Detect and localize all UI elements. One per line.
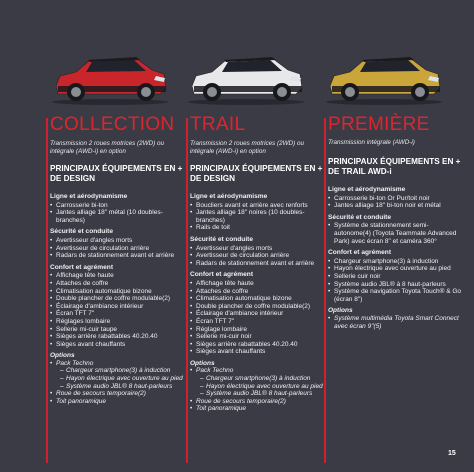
- section-title: Confort et agrément: [50, 263, 114, 271]
- list-item: • Système de navigation Toyota Touch® & Go (écran 8"): [328, 288, 464, 303]
- list-item: • Boucliers avant et arrière avec renforts: [190, 202, 326, 210]
- option-sub-item: – Chargeur smartphone(3) à induction: [50, 367, 186, 375]
- list-item: • Rails de toit: [190, 224, 326, 232]
- car-image: [322, 48, 446, 106]
- page-number: 15: [448, 450, 456, 457]
- trim-title: PREMIÈRE: [328, 114, 430, 135]
- options-title: Options: [328, 307, 353, 315]
- list-item: • Carrosserie bi-ton: [50, 202, 186, 210]
- list-item: • Écran TFT 7": [190, 318, 326, 326]
- list-item: • Jantes alliage 18" noires (10 doubles-branches): [190, 209, 326, 224]
- section-title: Sécurité et conduite: [190, 235, 254, 243]
- section-title: Sécurité et conduite: [328, 213, 392, 221]
- list-item: • Éclairage d'ambiance intérieur: [50, 303, 186, 311]
- equipment-heading: PRINCIPAUX ÉQUIPEMENTS EN + DE DESIGN: [50, 164, 183, 183]
- equipment-heading: PRINCIPAUX ÉQUIPEMENTS EN + DE DESIGN: [190, 164, 323, 183]
- list-item: • Affichage tête haute: [50, 272, 186, 280]
- section-title: Ligne et aérodynamisme: [328, 186, 406, 193]
- section-title: Confort et agrément: [190, 271, 254, 279]
- trim-title: COLLECTION: [50, 114, 175, 135]
- list-item: • Climatisation automatique bizone: [50, 288, 186, 296]
- equipment-list: [50, 193, 186, 405]
- section-title: Ligne et aérodynamisme: [50, 193, 128, 200]
- transmission-subtitle: Transmission 2 roues motrices (2WD) ou intégrale (AWD-i) en option: [50, 140, 164, 155]
- option-sub-item: – Système audio JBL® 8 haut-parleurs: [50, 383, 186, 391]
- list-item: • Radars de stationnement avant et arrière: [50, 252, 186, 260]
- accent-bar: [46, 118, 48, 463]
- transmission-subtitle: Transmission 2 roues motrices (2WD) ou intégrale (AWD-i) en option: [190, 140, 304, 155]
- section-title: Confort et agrément: [328, 249, 392, 257]
- list-item: • Carrosserie bi-ton Or Pur/toit noir: [328, 195, 464, 203]
- equipment-heading: PRINCIPAUX ÉQUIPEMENTS EN + DE TRAIL AWD-i: [328, 157, 461, 176]
- list-item: • Double plancher de coffre modulable(2): [50, 295, 186, 303]
- list-item: • Climatisation automatique bizone: [190, 295, 326, 303]
- list-item: • Avertisseur d'angles morts: [190, 245, 326, 253]
- list-item: • Écran TFT 7": [50, 310, 186, 318]
- list-item: • Sièges avant chauffants: [190, 348, 326, 356]
- list-item: • Avertisseur de circulation arrière: [190, 252, 326, 260]
- option-sub-item: – Chargeur smartphone(3) à induction: [190, 375, 326, 383]
- option-sub-item: – Hayon électrique avec ouverture au pied: [50, 375, 186, 383]
- list-item: • Éclairage d'ambiance intérieur: [190, 310, 326, 318]
- car-image: [48, 48, 172, 106]
- option-item: • Toit panoramique: [190, 405, 326, 413]
- list-item: • Sièges avant chauffants: [50, 341, 186, 349]
- equipment-list: [328, 186, 464, 330]
- list-item: • Système de stationnement semi-autonome(4) (Toyota Teammate Advanced Park) avec écran 8" et caméra 360°: [328, 222, 464, 245]
- option-item: • Roue de secours temporaire(2): [50, 390, 186, 398]
- list-item: • Affichage tête haute: [190, 280, 326, 288]
- option-item: • Pack Techno: [50, 360, 186, 368]
- list-item: • Réglage lombaire: [190, 326, 326, 334]
- options-title: Options: [190, 359, 215, 367]
- equipment-list: [190, 193, 326, 413]
- list-item: • Réglages lombaire: [50, 318, 186, 326]
- accent-bar: [186, 118, 188, 463]
- list-item: • Double plancher de coffre modulable(2): [190, 303, 326, 311]
- list-item: • Sellerie mi-cuir noir: [190, 333, 326, 341]
- option-sub-item: – Système audio JBL® 8 haut-parleurs: [190, 390, 326, 398]
- section-title: Sécurité et conduite: [50, 228, 114, 236]
- transmission-subtitle: Transmission intégrale (AWD-i): [328, 139, 415, 146]
- list-item: • Attaches de coffre: [50, 280, 186, 288]
- list-item: • Radars de stationnement avant et arrière: [190, 260, 326, 268]
- option-item: • Roue de secours temporaire(2): [190, 398, 326, 406]
- car-image: [184, 48, 308, 106]
- list-item: • Sellerie mi-cuir taupe: [50, 326, 186, 334]
- list-item: • Système audio JBL® à 8 haut-parleurs: [328, 281, 464, 289]
- list-item: • Hayon électrique avec ouverture au pied: [328, 265, 464, 273]
- list-item: • Jantes alliage 18" métal (10 doubles-branches): [50, 209, 186, 224]
- list-item: • Avertisseur de circulation arrière: [50, 245, 186, 253]
- list-item: • Chargeur smartphone(3) à induction: [328, 258, 464, 266]
- list-item: • Avertisseur d'angles morts: [50, 237, 186, 245]
- section-title: Ligne et aérodynamisme: [190, 193, 268, 200]
- option-item: • Toit panoramique: [50, 398, 186, 406]
- options-title: Options: [50, 352, 75, 360]
- option-item: • Pack Techno: [190, 367, 326, 375]
- list-item: • Jantes alliage 18" bi-ton noir et métal: [328, 202, 464, 210]
- list-item: • Sellerie cuir noir: [328, 273, 464, 281]
- list-item: • Attaches de coffre: [190, 288, 326, 296]
- trim-title: TRAIL: [190, 114, 246, 135]
- list-item: • Sièges arrière rabattables 40.20.40: [50, 333, 186, 341]
- option-sub-item: – Hayon électrique avec ouverture au pied: [190, 383, 326, 391]
- accent-bar: [324, 118, 326, 463]
- option-item: • Système multimédia Toyota Smart Connect avec écran 9"(5): [328, 315, 464, 330]
- list-item: • Sièges arrière rabattables 40.20.40: [190, 341, 326, 349]
